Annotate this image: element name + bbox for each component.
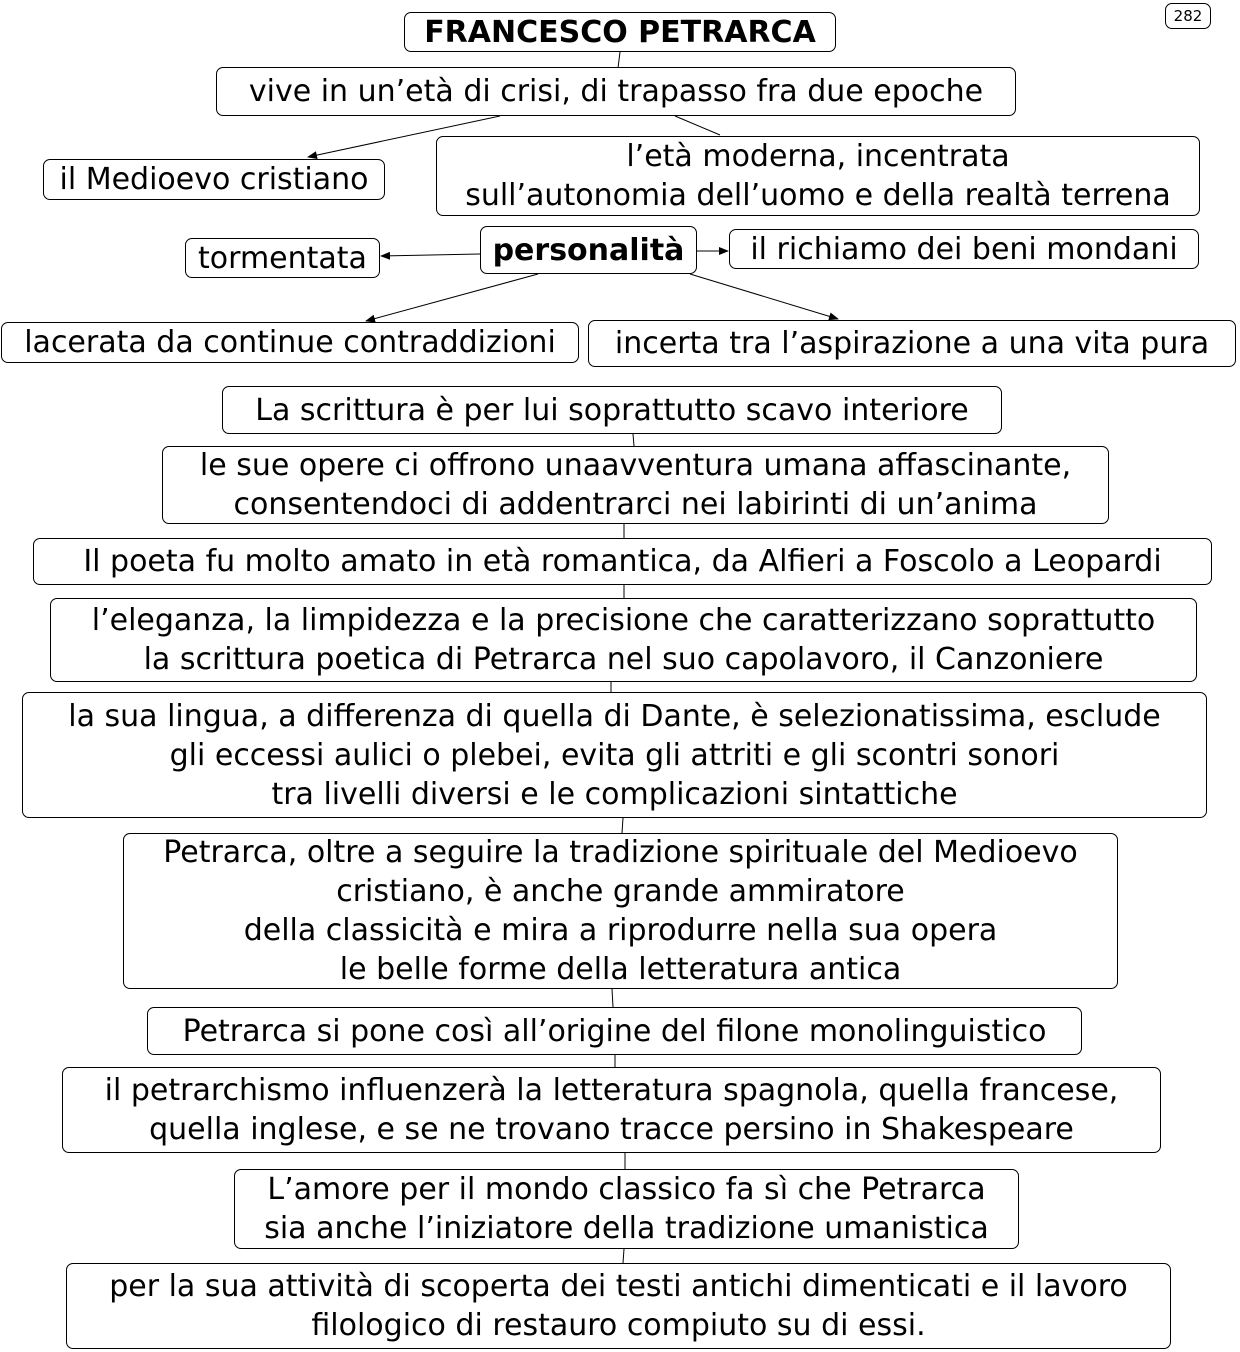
link-epoch-modern — [675, 116, 720, 135]
chain-node-4-line-1: l’eleganza, la limpidezza e la precisione che caratterizzano soprattutto — [91, 603, 1156, 638]
chain-node-6-line-1: Petrarca, oltre a seguire la tradizione spirituale del Medioevo — [163, 835, 1078, 870]
chain-node-1-line-1: La scrittura è per lui soprattutto scavo interiore — [255, 392, 969, 428]
chain-node-2-line-1: le sue opere ci offrono unaavventura umana affascinante, — [199, 448, 1072, 483]
chain-node-10-line-1: per la sua attività di scoperta dei testi antichi dimenticati e il lavoro — [109, 1269, 1128, 1304]
torn-text: lacerata da continue contraddizioni — [24, 325, 556, 360]
epoch-node — [216, 67, 1016, 116]
chain-node-1 — [222, 386, 1002, 434]
title-node — [404, 12, 836, 52]
chain-node-9-line-2: sia anche l’iniziatore della tradizione umanistica — [264, 1211, 989, 1246]
tormented-node — [185, 238, 380, 278]
chain-node-2-line-2: consentendoci di addentrarci nei labirinti di un’anima — [233, 487, 1038, 522]
chain-node-10-line-2: filologico di restauro compiuto su di essi. — [311, 1308, 926, 1343]
link-title-epoch — [618, 52, 620, 68]
chain-node-5 — [22, 692, 1207, 818]
chain-node-3-line-1: Il poeta fu molto amato in età romantica, da Alfieri a Foscolo a Leopardi — [83, 544, 1162, 579]
arrow-personality-uncertain — [690, 274, 838, 319]
chain-node-3 — [33, 538, 1212, 585]
personality-text: personalità — [492, 232, 685, 268]
chain-node-9 — [234, 1169, 1019, 1249]
chain-node-9-line-1: L’amore per il mondo classico fa sì che Petrarca — [267, 1172, 986, 1207]
uncertain-text: incerta tra l’aspirazione a una vita pura — [614, 326, 1210, 361]
chain-link-1 — [633, 434, 634, 446]
modern-text-line-2: sull’autonomia dell’uomo e della realtà terrena — [465, 178, 1171, 213]
chain-node-8 — [62, 1067, 1161, 1153]
chain-node-10 — [66, 1263, 1171, 1349]
chain-node-5-line-1: la sua lingua, a differenza di quella di Dante, è selezionatissima, esclude — [68, 698, 1161, 734]
chain-node-6-line-2: cristiano, è anche grande ammiratore — [336, 874, 905, 909]
chain-node-5-line-3: tra livelli diversi e le complicazioni sintattiche — [271, 776, 958, 812]
uncertain-node — [588, 320, 1236, 367]
tormented-text: tormentata — [198, 240, 367, 276]
medieval-text: il Medioevo cristiano — [59, 162, 369, 197]
chain-link-5 — [622, 818, 623, 833]
chain-node-7 — [147, 1007, 1082, 1055]
worldly-goods-text: il richiamo dei beni mondani — [750, 231, 1178, 267]
chain-node-6 — [123, 833, 1118, 989]
epoch-text: vive in un’età di crisi, di trapasso fra due epoche — [248, 74, 984, 109]
chain-node-4-line-2: la scrittura poetica di Petrarca nel suo capolavoro, il Canzoniere — [143, 642, 1104, 677]
chain-node-4 — [50, 598, 1197, 682]
modern-node — [436, 136, 1200, 216]
chain-node-8-line-1: il petrarchismo influenzerà la letteratura spagnola, quella francese, — [104, 1073, 1119, 1108]
chain-node-8-line-2: quella inglese, e se ne trovano tracce persino in Shakespeare — [149, 1112, 1074, 1147]
chain-node-6-line-4: le belle forme della letteratura antica — [339, 952, 902, 987]
medieval-node — [43, 159, 385, 200]
chain-link-6 — [612, 989, 613, 1007]
chain-node-5-line-2: gli eccessi aulici o plebei, evita gli attriti e gli scontri sonori — [169, 737, 1060, 773]
chain-node-2 — [162, 446, 1109, 524]
chain-node-6-line-3: della classicità e mira a riprodurre nella sua opera — [243, 913, 998, 948]
page-number-badge: 282 — [1165, 3, 1211, 29]
title-text: FRANCESCO PETRARCA — [424, 14, 816, 50]
chain-node-7-line-1: Petrarca si pone così all’origine del filone monolinguistico — [182, 1013, 1047, 1049]
torn-node — [1, 322, 579, 363]
personality-node — [480, 226, 697, 274]
modern-text-line-1: l’età moderna, incentrata — [626, 139, 1010, 174]
arrow-personality-torn — [366, 274, 538, 321]
chain-link-9 — [623, 1249, 624, 1263]
arrow-personality-tormented — [381, 254, 480, 256]
worldly-goods-node — [729, 229, 1199, 269]
